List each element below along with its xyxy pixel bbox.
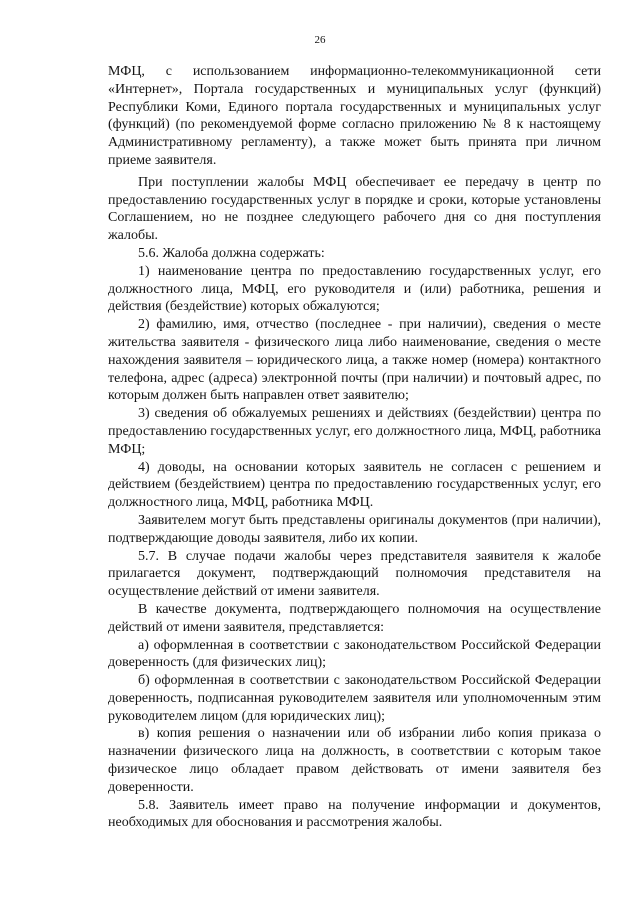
document-body bbox=[108, 63, 601, 832]
page-number: 26 bbox=[314, 34, 326, 46]
paragraph-item-a: а) оформленная в соответствии с законодательством Российской Федерации доверенность (для физических лиц); bbox=[108, 637, 601, 671]
paragraph-item-b: б) оформленная в соответствии с законодательством Российской Федерации доверенность, подписанная руководителем заявителя или уполномоченным этим руководителем лицом (для юридических лиц); bbox=[108, 673, 601, 724]
paragraph-item-2: 2) фамилию, имя, отчество (последнее - при наличии), сведения о месте жительства заявителя - физического лица либо наименование, сведения о месте нахождения заявителя – юридического лица, а также номер (номера) контактного телефона, адрес (адреса) электронной почты (при наличии) и почтовый адрес, по которым должен быть направлен ответ заявителю; bbox=[108, 317, 601, 404]
paragraph-continuation: МФЦ, с использованием информационно-телекоммуникационной сети «Интернет», Портала государственных и муниципальных услуг (функций) Республики Коми, Единого портала государственных и муниципальных услуг (функций) (по рекомендуемой форме согласно приложению № 8 к настоящему Административному регламенту), а также может быть принята при личном приеме заявителя. bbox=[108, 64, 601, 168]
paragraph-document-types: В качестве документа, подтверждающего полномочия на осуществление действий от имени заявителя, представляется: bbox=[108, 601, 601, 635]
paragraph-item-4: 4) доводы, на основании которых заявитель не согласен с решением и действием (бездействием) центра по предоставлению государственных услуг, его должностного лица, МФЦ, работника МФЦ. bbox=[108, 459, 601, 511]
paragraph-5-6-heading: 5.6. Жалоба должна содержать: bbox=[138, 245, 325, 261]
paragraph-5-7: 5.7. В случае подачи жалобы через представителя заявителя к жалобе прилагается документ, подтверждающий полномочия представителя на осуществление действий от имени заявителя. bbox=[108, 548, 601, 600]
paragraph-complaint-transfer: При поступлении жалобы МФЦ обеспечивает ее передачу в центр по предоставлению государственных услуг в порядке и сроки, которые установлены Соглашением, но не позднее следующего рабочего дня со дня поступления жалобы. bbox=[108, 174, 601, 244]
paragraph-5-8: 5.8. Заявитель имеет право на получение информации и документов, необходимых для обоснования и рассмотрения жалобы. bbox=[108, 797, 601, 831]
paragraph-item-1: 1) наименование центра по предоставлению государственных услуг, его должностного лица, МФЦ, его руководителя и (или) работника, решения и действия (бездействие) которых обжалуются; bbox=[108, 263, 601, 315]
paragraph-item-v: в) копия решения о назначении или об избрании либо копия приказа о назначении физического лица на должность, в соответствии с которым такое физическое лицо обладает правом действовать от имени заявителя без доверенности. bbox=[108, 726, 601, 795]
paragraph-originals: Заявителем могут быть представлены оригиналы документов (при наличии), подтверждающие доводы заявителя, либо их копии. bbox=[108, 512, 601, 546]
paragraph-item-3: 3) сведения об обжалуемых решениях и действиях (бездействии) центра по предоставлению государственных услуг, его должностного лица, МФЦ, работника МФЦ; bbox=[108, 406, 601, 457]
